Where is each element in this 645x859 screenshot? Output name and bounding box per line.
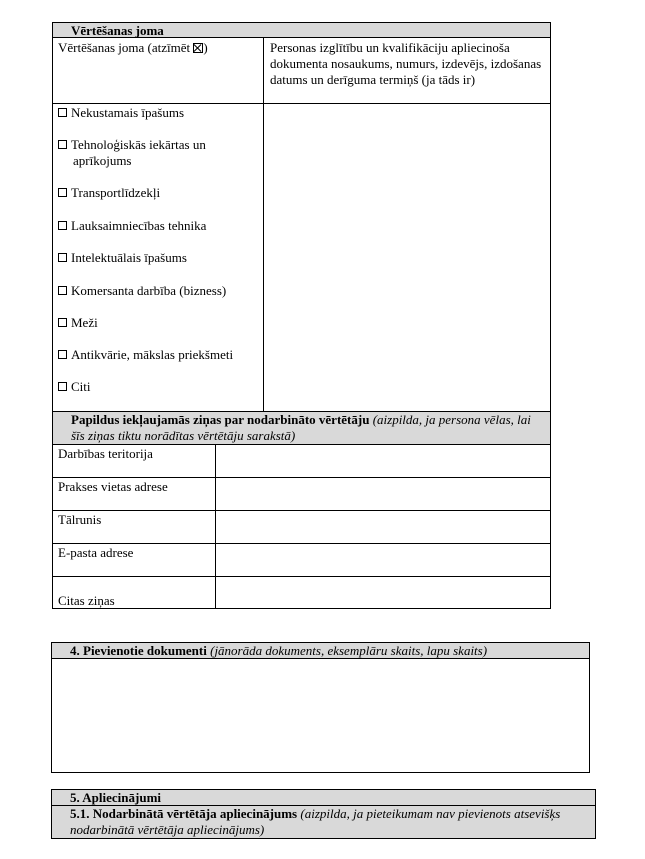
domain-section-title: Vērtēšanas joma bbox=[71, 23, 164, 38]
label-phone: Tālrunis bbox=[58, 512, 102, 527]
document-column-header: Personas izglītību un kvalifikāciju apliecinoša dokumenta nosaukums, numurs, izdevējs, izdošanas datums un derīguma termiņš (ja tāds ir) bbox=[270, 40, 542, 87]
confirmations-header: 5. Apliecinājumi bbox=[51, 789, 596, 806]
option-vehicles[interactable]: Transportlīdzekļi bbox=[58, 185, 160, 201]
checkbox-icon[interactable] bbox=[58, 108, 67, 117]
email-field[interactable] bbox=[216, 544, 550, 576]
option-other[interactable]: Citi bbox=[58, 379, 91, 395]
checked-box-icon bbox=[193, 43, 203, 53]
option-technological-equipment-cont: aprīkojums bbox=[73, 153, 132, 168]
option-real-estate[interactable]: Nekustamais īpašums bbox=[58, 105, 184, 121]
checkbox-icon[interactable] bbox=[58, 318, 67, 327]
label-email: E-pasta adrese bbox=[58, 545, 134, 560]
practice-address-field[interactable] bbox=[216, 478, 550, 510]
checkbox-icon[interactable] bbox=[58, 253, 67, 262]
phone-field[interactable] bbox=[216, 511, 550, 543]
checkbox-icon[interactable] bbox=[58, 140, 67, 149]
document-info-field[interactable] bbox=[264, 104, 550, 411]
additional-info-header: Papildus iekļaujamās ziņas par nodarbināto vērtētāju (aizpilda, ja persona vēlas, lai šīs ziņas tiktu norādītas vērtētāju sarakstā) bbox=[52, 411, 551, 445]
checkbox-icon[interactable] bbox=[58, 350, 67, 359]
attached-documents-header: 4. Pievienotie dokumenti (jānorāda dokuments, eksemplāru skaits, lapu skaits) bbox=[51, 642, 590, 659]
checkbox-icon[interactable] bbox=[58, 286, 67, 295]
option-forests[interactable]: Meži bbox=[58, 315, 98, 331]
label-other-info: Citas ziņas bbox=[58, 593, 115, 608]
checkbox-icon[interactable] bbox=[58, 188, 67, 197]
other-info-field[interactable] bbox=[216, 577, 550, 608]
option-technological-equipment[interactable]: Tehnoloģiskās iekārtas un bbox=[58, 137, 206, 153]
employed-appraiser-confirmation-header: 5.1. Nodarbinātā vērtētāja apliecinājums (aizpilda, ja pieteikumam nav pievienots atsevišķs nodarbinātā vērtētāja apliecinājums) bbox=[51, 805, 596, 839]
option-antiques-art[interactable]: Antikvārie, mākslas priekšmeti bbox=[58, 347, 233, 363]
label-practice-address: Prakses vietas adrese bbox=[58, 479, 168, 494]
domain-column-header: Vērtēšanas joma (atzīmēt ) bbox=[58, 40, 208, 55]
attached-documents-field[interactable] bbox=[51, 658, 590, 773]
option-intellectual-property[interactable]: Intelektuālais īpašums bbox=[58, 250, 187, 266]
label-territory: Darbības teritorija bbox=[58, 446, 153, 461]
option-business[interactable]: Komersanta darbība (bizness) bbox=[58, 283, 226, 299]
territory-field[interactable] bbox=[216, 445, 550, 477]
checkbox-icon[interactable] bbox=[58, 382, 67, 391]
checkbox-icon[interactable] bbox=[58, 221, 67, 230]
domain-section-header bbox=[52, 22, 551, 38]
option-agricultural-machinery[interactable]: Lauksaimniecības tehnika bbox=[58, 218, 206, 234]
